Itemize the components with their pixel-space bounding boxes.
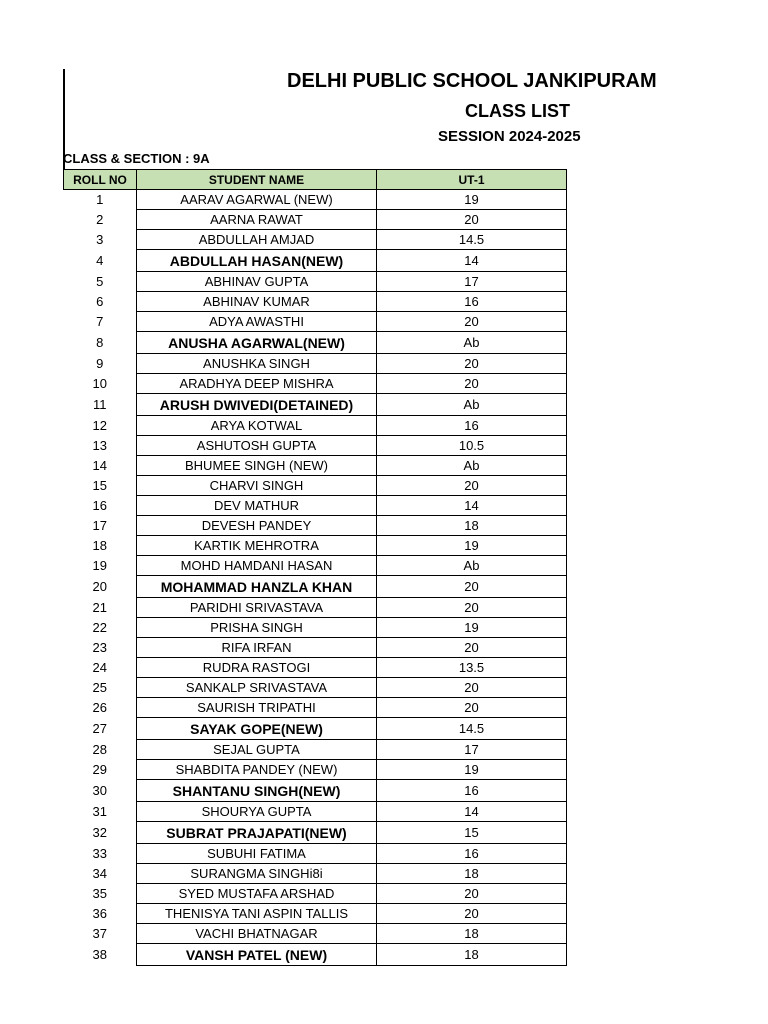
table-row xyxy=(64,576,567,598)
col-name-header: STUDENT NAME xyxy=(137,170,377,190)
table-row xyxy=(64,844,567,864)
table-row xyxy=(64,230,567,250)
table-row xyxy=(64,210,567,230)
ut1-score-cell: 18 xyxy=(377,944,567,966)
roll-number-cell: 7 xyxy=(96,314,104,329)
student-name-cell: SAYAK GOPE(NEW) xyxy=(137,718,377,740)
table-row xyxy=(64,718,567,740)
student-name-cell: RUDRA RASTOGI xyxy=(137,658,377,678)
student-name-cell: ABHINAV GUPTA xyxy=(137,272,377,292)
student-name-cell: ANUSHKA SINGH xyxy=(137,354,377,374)
student-name-cell: MOHD HAMDANI HASAN xyxy=(137,556,377,576)
table-row xyxy=(64,272,567,292)
roll-number-cell: 32 xyxy=(92,825,107,840)
table-row xyxy=(64,822,567,844)
ut1-score-cell: 16 xyxy=(377,780,567,802)
roll-number-cell: 27 xyxy=(92,721,107,736)
ut1-score-cell: 16 xyxy=(377,416,567,436)
table-row xyxy=(64,292,567,312)
student-name-cell: SHABDITA PANDEY (NEW) xyxy=(137,760,377,780)
table-row xyxy=(64,598,567,618)
roll-number-cell: 21 xyxy=(92,600,107,615)
roll-number-cell: 14 xyxy=(92,458,107,473)
table-row xyxy=(64,354,567,374)
student-name-cell: MOHAMMAD HANZLA KHAN xyxy=(137,576,377,598)
ut1-score-cell: 14.5 xyxy=(377,230,567,250)
ut1-score-cell: 10.5 xyxy=(377,436,567,456)
ut1-score-cell: 19 xyxy=(377,190,567,210)
ut1-score-cell: 20 xyxy=(377,598,567,618)
ut1-score-cell: 20 xyxy=(377,678,567,698)
table-row xyxy=(64,760,567,780)
table-row xyxy=(64,456,567,476)
ut1-score-cell: 20 xyxy=(377,354,567,374)
student-name-cell: PARIDHI SRIVASTAVA xyxy=(137,598,377,618)
roll-number-cell: 16 xyxy=(92,498,107,513)
ut1-score-cell: 18 xyxy=(377,924,567,944)
student-name-cell: SAURISH TRIPATHI xyxy=(137,698,377,718)
student-name-cell: ABDULLAH HASAN(NEW) xyxy=(137,250,377,272)
roll-number-cell: 10 xyxy=(92,376,107,391)
roll-number-cell: 2 xyxy=(96,212,104,227)
table-row xyxy=(64,678,567,698)
student-name-cell: ANUSHA AGARWAL(NEW) xyxy=(137,332,377,354)
class-list-table xyxy=(63,169,567,966)
ut1-score-cell: 20 xyxy=(377,638,567,658)
ut1-score-cell: 16 xyxy=(377,292,567,312)
table-row xyxy=(64,496,567,516)
school-title: DELHI PUBLIC SCHOOL JANKIPURAM xyxy=(287,70,657,92)
table-row xyxy=(64,864,567,884)
roll-number-cell: 33 xyxy=(92,846,107,861)
list-title: CLASS LIST xyxy=(465,101,571,121)
roll-number-cell: 23 xyxy=(92,640,107,655)
ut1-score-cell: 20 xyxy=(377,312,567,332)
roll-number-cell: 28 xyxy=(92,742,107,757)
roll-number-cell: 11 xyxy=(93,397,107,412)
table-row xyxy=(64,556,567,576)
class-section-label: CLASS & SECTION : 9A xyxy=(63,151,210,166)
col-roll-header: ROLL NO xyxy=(64,170,137,190)
student-name-cell: ARUSH DWIVEDI(DETAINED) xyxy=(137,394,377,416)
ut1-score-cell: 17 xyxy=(377,272,567,292)
roll-number-cell: 38 xyxy=(92,947,107,962)
student-name-cell: ADYA AWASTHI xyxy=(137,312,377,332)
student-name-cell: ARYA KOTWAL xyxy=(137,416,377,436)
roll-number-cell: 29 xyxy=(92,762,107,777)
roll-number-cell: 30 xyxy=(92,783,107,798)
roll-number-cell: 17 xyxy=(92,518,107,533)
student-name-cell: RIFA IRFAN xyxy=(137,638,377,658)
student-name-cell: SUBRAT PRAJAPATI(NEW) xyxy=(137,822,377,844)
student-name-cell: VACHI BHATNAGAR xyxy=(137,924,377,944)
table-row xyxy=(64,618,567,638)
ut1-score-cell: 18 xyxy=(377,516,567,536)
roll-number-cell: 13 xyxy=(92,438,107,453)
ut1-score-cell: Ab xyxy=(377,394,567,416)
table-row xyxy=(64,924,567,944)
table-row xyxy=(64,638,567,658)
table-row xyxy=(64,332,567,354)
table-row xyxy=(64,250,567,272)
roll-number-cell: 35 xyxy=(92,886,107,901)
student-name-cell: SEJAL GUPTA xyxy=(137,740,377,760)
roll-number-cell: 18 xyxy=(92,538,107,553)
ut1-score-cell: 17 xyxy=(377,740,567,760)
student-name-cell: CHARVI SINGH xyxy=(137,476,377,496)
student-name-cell: SYED MUSTAFA ARSHAD xyxy=(137,884,377,904)
ut1-score-cell: 19 xyxy=(377,536,567,556)
ut1-score-cell: 19 xyxy=(377,618,567,638)
table-row xyxy=(64,658,567,678)
roll-number-cell: 5 xyxy=(96,274,104,289)
session-label: SESSION 2024-2025 xyxy=(438,128,581,145)
roll-number-cell: 37 xyxy=(92,926,107,941)
ut1-score-cell: 20 xyxy=(377,884,567,904)
roll-number-cell: 15 xyxy=(92,478,107,493)
table-row xyxy=(64,904,567,924)
ut1-score-cell: 14.5 xyxy=(377,718,567,740)
student-name-cell: ARADHYA DEEP MISHRA xyxy=(137,374,377,394)
roll-number-cell: 36 xyxy=(92,906,107,921)
table-row xyxy=(64,536,567,556)
student-name-cell: SURANGMA SINGHi8i xyxy=(137,864,377,884)
ut1-score-cell: Ab xyxy=(377,456,567,476)
roll-number-cell: 8 xyxy=(96,335,104,350)
ut1-score-cell: 16 xyxy=(377,844,567,864)
ut1-score-cell: 20 xyxy=(377,476,567,496)
student-name-cell: ASHUTOSH GUPTA xyxy=(137,436,377,456)
ut1-score-cell: 18 xyxy=(377,864,567,884)
ut1-score-cell: 20 xyxy=(377,698,567,718)
table-body xyxy=(64,190,567,966)
table-row xyxy=(64,416,567,436)
ut1-score-cell: 20 xyxy=(377,374,567,394)
table-row xyxy=(64,476,567,496)
table-row xyxy=(64,516,567,536)
header-viewport xyxy=(0,60,657,155)
student-name-cell: SHANTANU SINGH(NEW) xyxy=(137,780,377,802)
student-name-cell: THENISYA TANI ASPIN TALLIS xyxy=(137,904,377,924)
roll-number-cell: 1 xyxy=(96,192,104,208)
roll-number-cell: 6 xyxy=(96,294,104,309)
roll-number-cell: 26 xyxy=(92,700,107,715)
student-name-cell: DEV MATHUR xyxy=(137,496,377,516)
student-name-cell: BHUMEE SINGH (NEW) xyxy=(137,456,377,476)
student-name-cell: PRISHA SINGH xyxy=(137,618,377,638)
student-name-cell: SANKALP SRIVASTAVA xyxy=(137,678,377,698)
table-row xyxy=(64,802,567,822)
col-ut1-header: UT-1 xyxy=(377,170,567,190)
student-name-cell: SUBUHI FATIMA xyxy=(137,844,377,864)
roll-number-cell: 12 xyxy=(92,418,107,433)
table-row xyxy=(64,884,567,904)
table-row xyxy=(64,312,567,332)
table-row xyxy=(64,394,567,416)
roll-number-cell: 20 xyxy=(92,579,107,594)
table-row xyxy=(64,190,567,210)
student-name-cell: AARNA RAWAT xyxy=(137,210,377,230)
student-name-cell: AARAV AGARWAL (NEW) xyxy=(137,190,377,210)
ut1-score-cell: 20 xyxy=(377,210,567,230)
roll-number-cell: 9 xyxy=(96,356,104,371)
ut1-score-cell: 19 xyxy=(377,760,567,780)
ut1-score-cell: 15 xyxy=(377,822,567,844)
ut1-score-cell: 13.5 xyxy=(377,658,567,678)
ut1-score-cell: 14 xyxy=(377,496,567,516)
table-row xyxy=(64,374,567,394)
roll-number-cell: 22 xyxy=(92,620,107,635)
table-row xyxy=(64,436,567,456)
student-name-cell: ABHINAV KUMAR xyxy=(137,292,377,312)
ut1-score-cell: Ab xyxy=(377,332,567,354)
roll-number-cell: 3 xyxy=(96,232,104,247)
table-row xyxy=(64,740,567,760)
roll-number-cell: 24 xyxy=(92,660,107,675)
ut1-score-cell: Ab xyxy=(377,556,567,576)
ut1-score-cell: 20 xyxy=(377,904,567,924)
roll-number-cell: 34 xyxy=(92,866,107,881)
roll-number-cell: 19 xyxy=(92,558,107,573)
roll-number-cell: 25 xyxy=(92,680,107,695)
table-row xyxy=(64,944,567,966)
ut1-score-cell: 20 xyxy=(377,576,567,598)
table-row xyxy=(64,698,567,718)
student-name-cell: VANSH PATEL (NEW) xyxy=(137,944,377,966)
ut1-score-cell: 14 xyxy=(377,250,567,272)
roll-number-cell: 4 xyxy=(96,253,104,268)
student-name-cell: SHOURYA GUPTA xyxy=(137,802,377,822)
table-row xyxy=(64,780,567,802)
ut1-score-cell: 14 xyxy=(377,802,567,822)
student-name-cell: DEVESH PANDEY xyxy=(137,516,377,536)
student-name-cell: ABDULLAH AMJAD xyxy=(137,230,377,250)
roll-number-cell: 31 xyxy=(92,804,107,819)
student-name-cell: KARTIK MEHROTRA xyxy=(137,536,377,556)
